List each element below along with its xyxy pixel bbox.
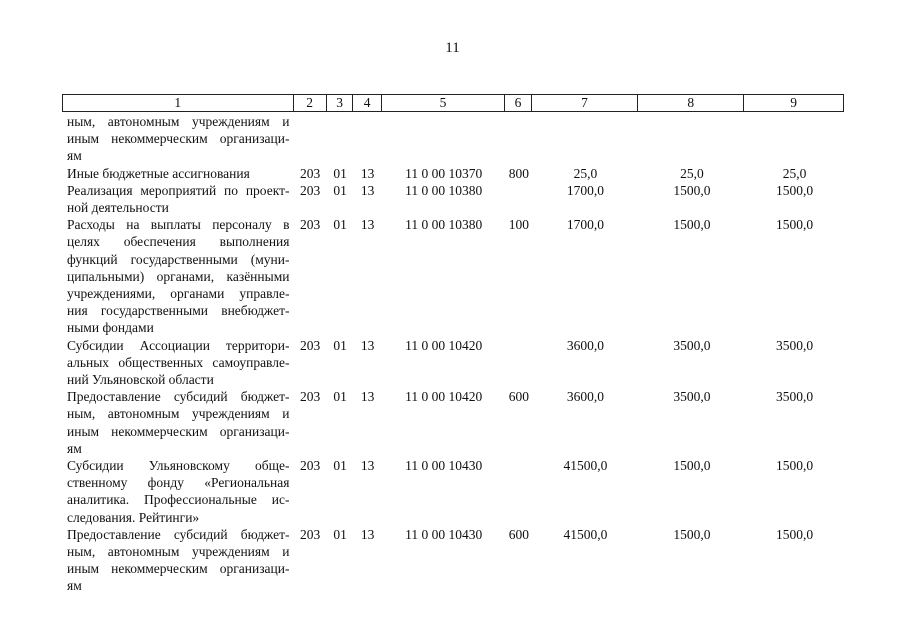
- description-line: Субсидии Ульяновскому обще-: [67, 458, 290, 474]
- cell-c7: 1700,0: [566, 217, 604, 233]
- cell-c5: 11 0 00 10370: [405, 165, 483, 181]
- row-description: [62, 457, 293, 526]
- cell-c5: 11 0 00 10430: [405, 526, 483, 542]
- description-line: ным, автономным учреждениям и: [67, 406, 290, 422]
- cell-c9: 3500,0: [776, 389, 814, 405]
- column-header-8: 8: [638, 95, 744, 111]
- table-row: [62, 165, 844, 182]
- description-line: функций государственными (муни-: [67, 251, 290, 267]
- cell-c7: 25,0: [573, 165, 598, 181]
- table-row: [62, 526, 844, 595]
- table-row: [62, 388, 844, 457]
- cell-c2: 203: [300, 389, 321, 405]
- cell-c4: 13: [360, 337, 375, 353]
- cell-c9: 1500,0: [776, 217, 814, 233]
- column-header-2: 2: [294, 95, 327, 111]
- description-line: учреждениями, органами управле-: [67, 286, 290, 302]
- cell-c8: 3500,0: [673, 337, 711, 353]
- description-line: ям: [67, 148, 82, 164]
- cell-c6: 100: [508, 217, 529, 233]
- column-header-6: 6: [505, 95, 532, 111]
- cell-c9: 1500,0: [776, 526, 814, 542]
- cell-c7: 41500,0: [563, 526, 608, 542]
- cell-c3: 01: [333, 337, 347, 353]
- cell-c9: 25,0: [782, 165, 807, 181]
- column-header-3: 3: [327, 95, 354, 111]
- cell-c7: 3600,0: [566, 389, 604, 405]
- cell-c2: 203: [300, 182, 321, 198]
- cell-c8: 3500,0: [673, 389, 711, 405]
- cell-c9: 3500,0: [776, 337, 814, 353]
- cell-c7: 3600,0: [566, 337, 604, 353]
- cell-c4: 13: [360, 458, 375, 474]
- cell-c4: 13: [360, 526, 375, 542]
- cell-c7: 41500,0: [563, 458, 608, 474]
- column-header-1: 1: [63, 95, 294, 111]
- description-line: ям: [67, 440, 82, 456]
- cell-c3: 01: [333, 165, 347, 181]
- cell-c3: 01: [333, 217, 347, 233]
- column-header-4: 4: [353, 95, 382, 111]
- description-line: ной деятельности: [67, 200, 169, 216]
- cell-c2: 203: [300, 458, 321, 474]
- cell-c6: 800: [508, 165, 529, 181]
- description-line: ям: [67, 578, 82, 594]
- cell-c8: 1500,0: [673, 458, 711, 474]
- description-line: альных общественных самоуправле-: [67, 354, 290, 370]
- description-line: Реализация мероприятий по проект-: [67, 182, 290, 198]
- cell-c3: 01: [333, 389, 347, 405]
- table-header-row: [62, 94, 844, 112]
- row-description: [62, 388, 293, 457]
- cell-c4: 13: [360, 165, 375, 181]
- table-body: [62, 113, 844, 595]
- cell-c3: 01: [333, 458, 347, 474]
- description-line: следования. Рейтинги»: [67, 509, 200, 525]
- column-header-9: 9: [790, 95, 798, 110]
- cell-c9: 1500,0: [776, 458, 814, 474]
- cell-c5: 11 0 00 10430: [405, 458, 483, 474]
- description-line: ципальными) органами, казёнными: [67, 268, 290, 284]
- cell-c9: 1500,0: [776, 182, 814, 198]
- description-line: ния государственными внебюджет-: [67, 303, 290, 319]
- cell-c2: 203: [300, 217, 321, 233]
- cell-c8: 25,0: [680, 165, 704, 181]
- cell-c6: 600: [508, 389, 529, 405]
- row-description: [62, 337, 293, 389]
- cell-c8: 1500,0: [673, 526, 711, 542]
- cell-c5: 11 0 00 10420: [405, 337, 483, 353]
- description-line: Предоставление субсидий бюджет-: [67, 526, 290, 542]
- description-line: иным некоммерческим организаци-: [67, 423, 290, 439]
- description-line: ний Ульяновской области: [67, 372, 214, 388]
- table-row: [62, 216, 844, 336]
- cell-c6: 600: [508, 526, 529, 542]
- description-line: Иные бюджетные ассигнования: [67, 165, 250, 181]
- row-description: [62, 165, 293, 182]
- cell-c8: 1500,0: [673, 217, 711, 233]
- column-header-5: 5: [382, 95, 505, 111]
- cell-c4: 13: [360, 389, 375, 405]
- description-line: Расходы на выплаты персоналу в: [67, 217, 290, 233]
- cell-c2: 203: [300, 526, 321, 542]
- cell-c3: 01: [333, 526, 347, 542]
- table-row: [62, 113, 844, 165]
- description-line: Субсидии Ассоциации территори-: [67, 337, 290, 353]
- cell-c5: 11 0 00 10380: [405, 217, 483, 233]
- cell-c5: 11 0 00 10380: [405, 182, 483, 198]
- row-description: [62, 216, 293, 336]
- cell-c2: 203: [300, 165, 321, 181]
- description-line: ственному фонду «Региональная: [67, 475, 290, 491]
- description-line: Предоставление субсидий бюджет-: [67, 389, 290, 405]
- column-header-7: 7: [532, 95, 638, 111]
- description-line: ным, автономным учреждениям и: [67, 544, 290, 560]
- cell-c8: 1500,0: [673, 182, 711, 198]
- description-line: иным некоммерческим организаци-: [67, 561, 290, 577]
- cell-c4: 13: [360, 182, 375, 198]
- table-row: [62, 337, 844, 389]
- cell-c2: 203: [300, 337, 321, 353]
- description-line: целях обеспечения выполнения: [67, 234, 290, 250]
- cell-c4: 13: [360, 217, 375, 233]
- description-line: ными фондами: [67, 320, 154, 336]
- cell-c7: 1700,0: [566, 182, 604, 198]
- page-number: 11: [445, 40, 460, 56]
- row-description: [62, 526, 293, 595]
- table-row: [62, 182, 844, 216]
- description-line: ным, автономным учреждениям и: [67, 114, 290, 129]
- cell-c3: 01: [333, 182, 347, 198]
- description-line: иным некоммерческим организаци-: [67, 131, 290, 147]
- row-description: [62, 113, 293, 165]
- table-row: [62, 457, 844, 526]
- cell-c5: 11 0 00 10420: [405, 389, 483, 405]
- description-line: аналитика. Профессиональные ис-: [67, 492, 290, 508]
- row-description: [62, 182, 293, 216]
